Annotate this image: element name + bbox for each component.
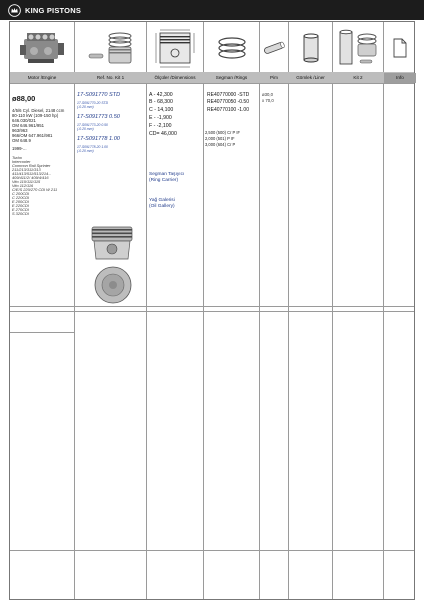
ring-spec-line: 2,000 (501) P IF: [205, 136, 235, 141]
top-bar: [0, 0, 424, 20]
piston-side-photo: [84, 225, 140, 263]
kit-sub-ref: 17-S091770-20 STD: [77, 101, 109, 105]
cylinder-liner-icon: [302, 33, 320, 63]
dimension-drawing: [147, 24, 203, 71]
header-kit1: Ref. No. Kit 1: [96, 75, 125, 80]
dimension-c: C - 14,100: [149, 107, 174, 113]
piston-crown-icon: [90, 265, 136, 305]
application-line: C 220CDI: [12, 195, 30, 200]
pin-image: [260, 24, 288, 71]
engine-block-image: [12, 24, 72, 71]
application-line: E 220CDI: [12, 203, 29, 208]
piston-dimension-icon: [150, 27, 200, 69]
ring-carrier-note-en: (Ring Carrier): [149, 178, 179, 183]
kit-sub-ref: 17-S091778-20 1.00: [77, 145, 108, 149]
crown-logo-icon: [8, 4, 21, 17]
row-divider: [10, 311, 414, 312]
piston-rings-icon: [215, 33, 249, 63]
application-line: 411/413/511/513/214...: [12, 171, 52, 176]
application-line: C/E/S 220/270 CDI W 211: [12, 187, 58, 192]
dimension-cd: CD= 46,000: [149, 131, 177, 137]
engine-spec-line: 80-110 kW (109-150 hp): [12, 113, 59, 118]
ring-spec-line: 3,000 (604) Cr P: [205, 142, 236, 147]
ring-ref-std: RE40770000 -STD: [207, 92, 250, 98]
engine-icon: [16, 29, 68, 67]
piston-kit-image: [76, 24, 146, 71]
kit-sub-note: (-0.20 mm): [77, 105, 94, 109]
application-line: Vito 110/111/115: [12, 179, 41, 184]
kit-sub-note: (-0.20 mm): [77, 149, 94, 153]
header-kit2: Kit 2: [353, 75, 363, 80]
pin-diameter: ø30,0: [262, 92, 273, 97]
header-dimensions: Ölçüler /Dimensions: [154, 75, 196, 80]
piston-side-icon: [84, 225, 140, 263]
engine-spec-line: 646.030/021: [12, 118, 36, 123]
dimension-f: F - -2,100: [149, 123, 172, 129]
header-info: Info: [384, 73, 416, 83]
ring-ref-050: RE40770050 -0.50: [207, 99, 249, 105]
bore-diameter: ø88,00: [12, 94, 36, 103]
ring-ref-100: RE40770100 -1.00: [207, 107, 249, 113]
application-line: E 270CDI: [12, 207, 29, 212]
engine-spec-line: OM 648.9: [12, 138, 31, 143]
engine-spec-line: 4/5/6 Cyl. Diesel, 2148 ccm: [12, 108, 65, 113]
engine-spec-line: 966/OM 647.961/981: [12, 133, 53, 138]
application-line: Intercooler: [12, 159, 31, 164]
piston-kit-icon: [83, 28, 139, 68]
header-pin: Pim: [270, 75, 278, 80]
kit-ref-050: 17-S091773 0.50: [77, 114, 120, 120]
rings-image: [204, 24, 259, 71]
application-line: Vito 112/116: [12, 183, 34, 188]
application-line: E 200CDI: [12, 199, 29, 204]
application-line: 211/213/311/313: [12, 167, 41, 172]
application-line: Turbo: [12, 155, 22, 160]
piston-pin-icon: [261, 38, 287, 58]
dimension-b: B - 68,300: [149, 99, 173, 105]
brand-name: KING PISTONS: [25, 5, 82, 15]
kit-ref-std: 17-S091770 STD: [77, 92, 121, 98]
header-engine: Motor /Engine: [27, 75, 57, 80]
oil-gallery-note-en: (Oil Gallery): [149, 204, 175, 209]
header-rings: Segman /Rings: [215, 75, 248, 80]
ring-spec-line: 2,500 (500) Cr P IF: [205, 130, 240, 135]
row-divider: [10, 306, 414, 307]
catalog-table: [9, 21, 415, 600]
pin-length: x 70,0: [262, 98, 274, 103]
application-line: S 320CDI: [12, 211, 29, 216]
row-divider: [10, 550, 414, 551]
row-divider: [10, 83, 414, 84]
info-image: [384, 24, 416, 71]
piston-top-photo: [90, 265, 136, 305]
application-line: Common Rail Sprinter: [12, 163, 51, 168]
dimension-a: A - 42,300: [149, 92, 173, 98]
dimension-e: E - -1,900: [149, 115, 172, 121]
application-line: C 200CDI: [12, 191, 30, 196]
liner-image: [289, 24, 332, 71]
engine-spec-line: 963/963: [12, 128, 28, 133]
engine-spec-line: OM 646.961/951: [12, 123, 45, 128]
kit-ref-100: 17-S091778 1.00: [77, 136, 120, 142]
kit-sub-note: (-0.20 mm): [77, 127, 94, 131]
engine-spec-line: 1999-...: [12, 146, 27, 151]
header-liner: Gömlek /Liner: [296, 75, 325, 80]
application-line: 409/411/2/ 409/4/416: [12, 175, 49, 180]
kit2-image: [333, 24, 383, 71]
kit2-icon: [336, 28, 380, 68]
row-divider: [10, 332, 74, 333]
oil-gallery-note: Yağ Galerisi: [149, 198, 175, 203]
document-icon: [392, 38, 408, 58]
kit-sub-ref: 17-S091773-20 0.50: [77, 123, 108, 127]
brand-logo: [8, 3, 81, 17]
ring-carrier-note: Segman Taşıyıcı: [149, 172, 185, 177]
